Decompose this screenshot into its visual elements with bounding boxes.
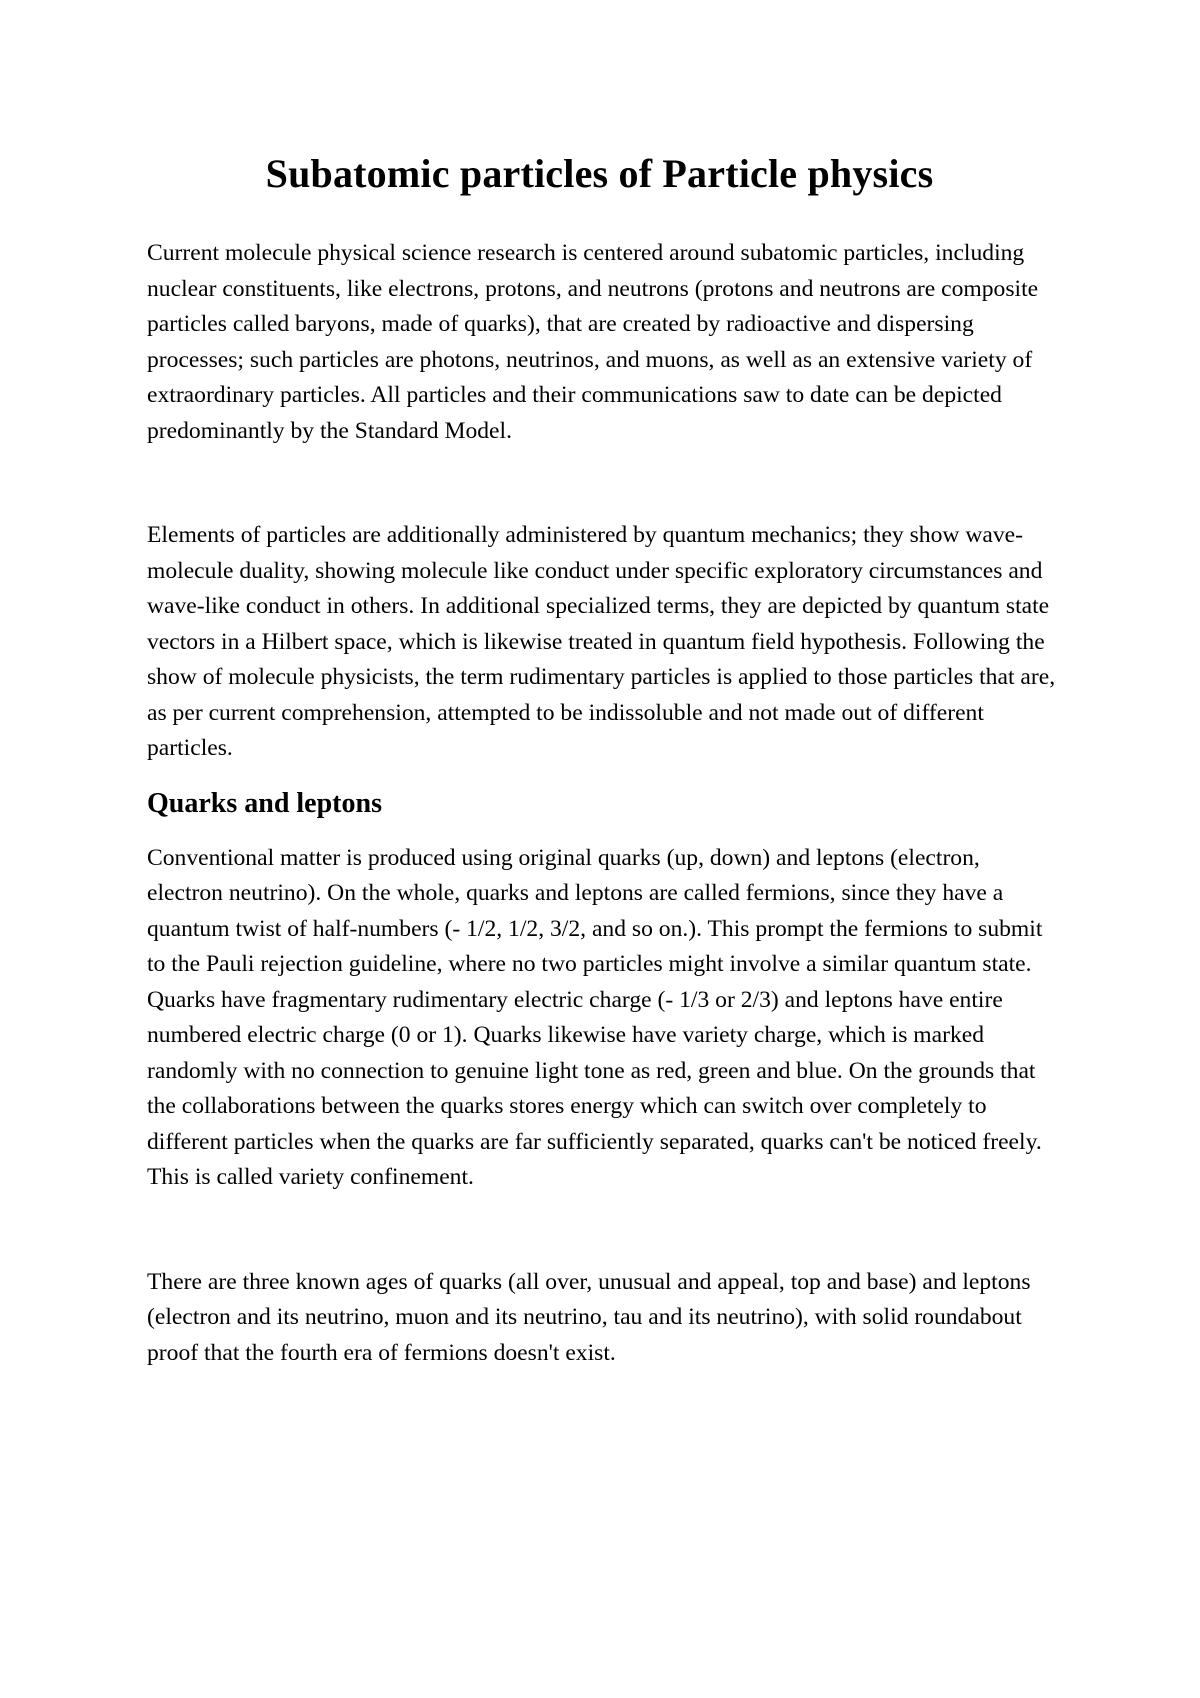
intro-paragraph: Current molecule physical science research is centered around subatomic particles, including nuclear constituents, like electrons, protons, and neutrons (protons and neutrons are composite particles called baryons, made of quarks), that are created by radioactive and dispersing processes; such particles are photons, neutrinos, and muons, as well as an extensive variety of extraordinary particles. All particles and their communications saw to date can be depicted predominantly by the Standard Model. [147, 240, 1039, 444]
generations-paragraph: There are three known ages of quarks (all over, unusual and appeal, top and base) and leptons (electron and its neutrino, muon and its neutrino, tau and its neutrino), with solid roundabout proof that the fourth era of fermions doesn't exist. [147, 1268, 1031, 1366]
quarks-leptons-paragraph: Conventional matter is produced using original quarks (up, down) and leptons (electron, electron neutrino). On the whole, quarks and leptons are called fermions, since they have a quantum twist of half-numbers (- 1/2, 1/2, 3/2, and so on.). This prompt the fermions to submit to the Pauli rejection guideline, where no two particles might involve a similar quantum state. Quarks have fragmentary rudimentary electric charge (- 1/3 or 2/3) and leptons have entire numbered electric charge (0 or 1). Quarks likewise have variety charge, which is marked randomly with no connection to genuine light tone as red, green and blue. On the grounds that the collaborations between the quarks stores energy which can switch over completely to different particles when the quarks are far sufficiently separated, quarks can't be noticed freely. This is called variety confinement. [147, 844, 1043, 1190]
section-heading: Quarks and leptons [147, 787, 382, 819]
quantum-mechanics-paragraph: Elements of particles are additionally administered by quantum mechanics; they show wave-molecule duality, showing molecule like conduct under specific exploratory circumstances and wave-like conduct in others. In additional specialized terms, they are depicted by quantum state vectors in a Hilbert space, which is likewise treated in quantum field hypothesis. Following the show of molecule physicists, the term rudimentary particles is applied to those particles that are, as per current comprehension, attempted to be indissoluble and not made out of different particles. [147, 522, 1056, 761]
document-title: Subatomic particles of Particle physics [265, 151, 934, 196]
